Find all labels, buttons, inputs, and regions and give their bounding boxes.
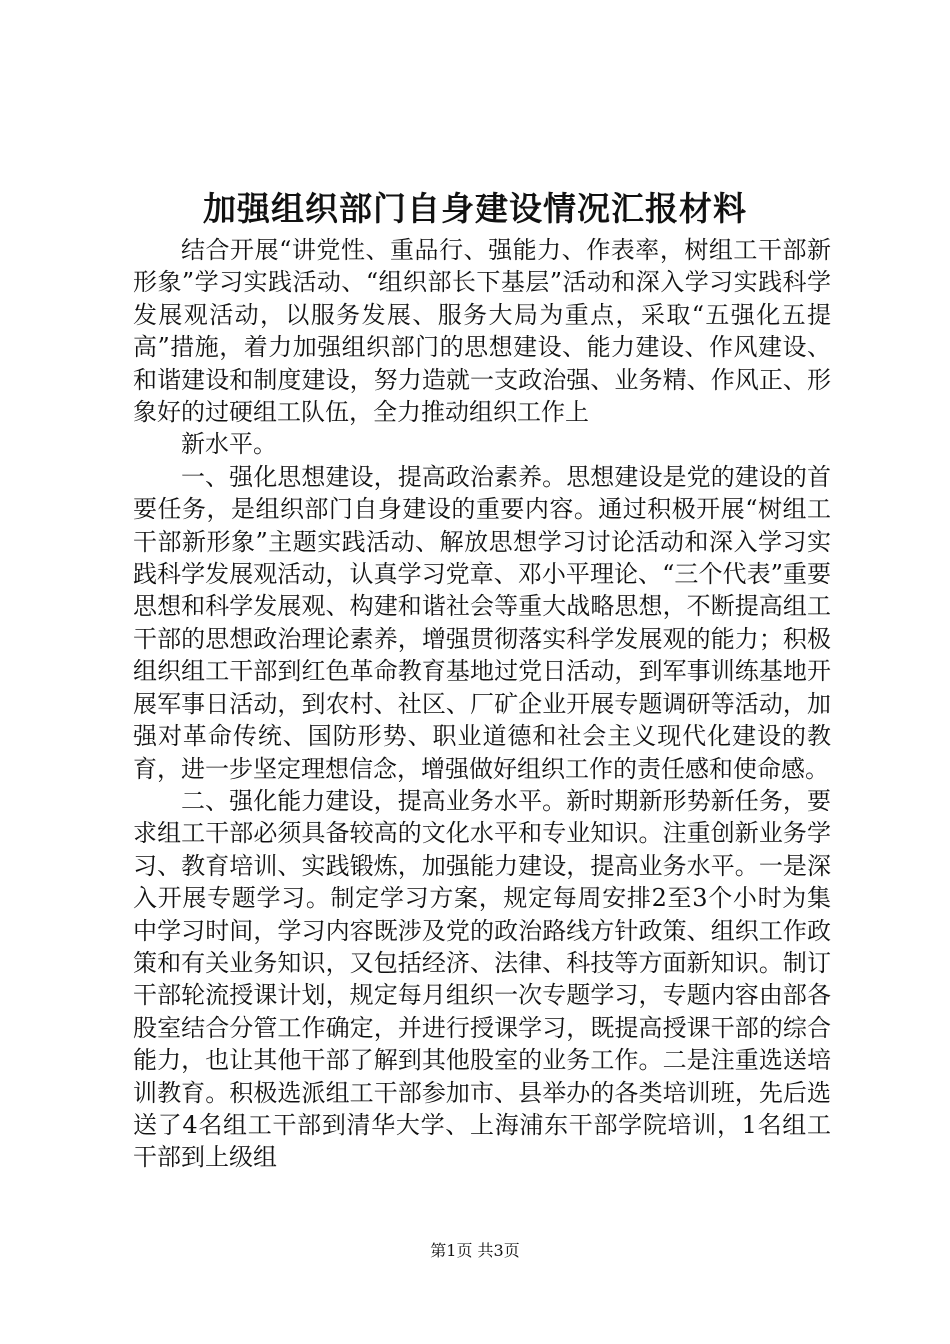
document-body xyxy=(133,234,831,1174)
document-title: 加强组织部门自身建设情况汇报材料 xyxy=(203,189,747,228)
paragraph: 一、强化思想建设，提高政治素养。思想建设是党的建设的首要任务，是组织部门自身建设的重要内容。通过积极开展“树组工干部新形象”主题实践活动、解放思想学习讨论活动和深入学习实践科学发展观活动，认真学习党章、邓小平理论、“三个代表”重要思想和科学发展观、构建和谐社会等重大战略思想，不断提高组工干部的思想政治理论素养，增强贯彻落实科学发展观的能力；积极组织组工干部到红色革命教育基地过党日活动，到军事训练基地开展军事日活动，到农村、社区、厂矿企业开展专题调研等活动，加强对革命传统、国防形势、职业道德和社会主义现代化建设的教育，进一步坚定理想信念，增强做好组织工作的责任感和使命感。 xyxy=(133,462,831,783)
page-footer: 第1页 共3页 xyxy=(430,1241,520,1260)
paragraph: 二、强化能力建设，提高业务水平。新时期新形势新任务，要求组工干部必须具备较高的文化水平和专业知识。注重创新业务学习、教育培训、实践锻炼，加强能力建设，提高业务水平。一是深入开展专题学习。制定学习方案，规定每周安排2至3个小时为集中学习时间，学习内容既涉及党的政治路线方针政策、组织工作政策和有关业务知识，又包括经济、法律、科技等方面新知识。制订干部轮流授课计划，规定每月组织一次专题学习，专题内容由部各股室结合分管工作确定，并进行授课学习，既提高授课干部的综合能力，也让其他干部了解到其他股室的业务工作。二是注重选送培训教育。积极选派组工干部参加市、县举办的各类培训班，先后选送了4名组工干部到清华大学、上海浦东干部学院培训，1名组工干部到上级组 xyxy=(133,786,831,1172)
paragraph: 新水平。 xyxy=(181,430,277,459)
paragraph: 结合开展“讲党性、重品行、强能力、作表率，树组工干部新形象”学习实践活动、“组织部长下基层”活动和深入学习实践科学发展观活动，以服务发展、服务大局为重点，采取“五强化五提高”措施，着力加强组织部门的思想建设、能力建设、作风建设、和谐建设和制度建设，努力造就一支政治强、业务精、作风正、形象好的过硬组工队伍，全力推动组织工作上 xyxy=(133,236,831,427)
